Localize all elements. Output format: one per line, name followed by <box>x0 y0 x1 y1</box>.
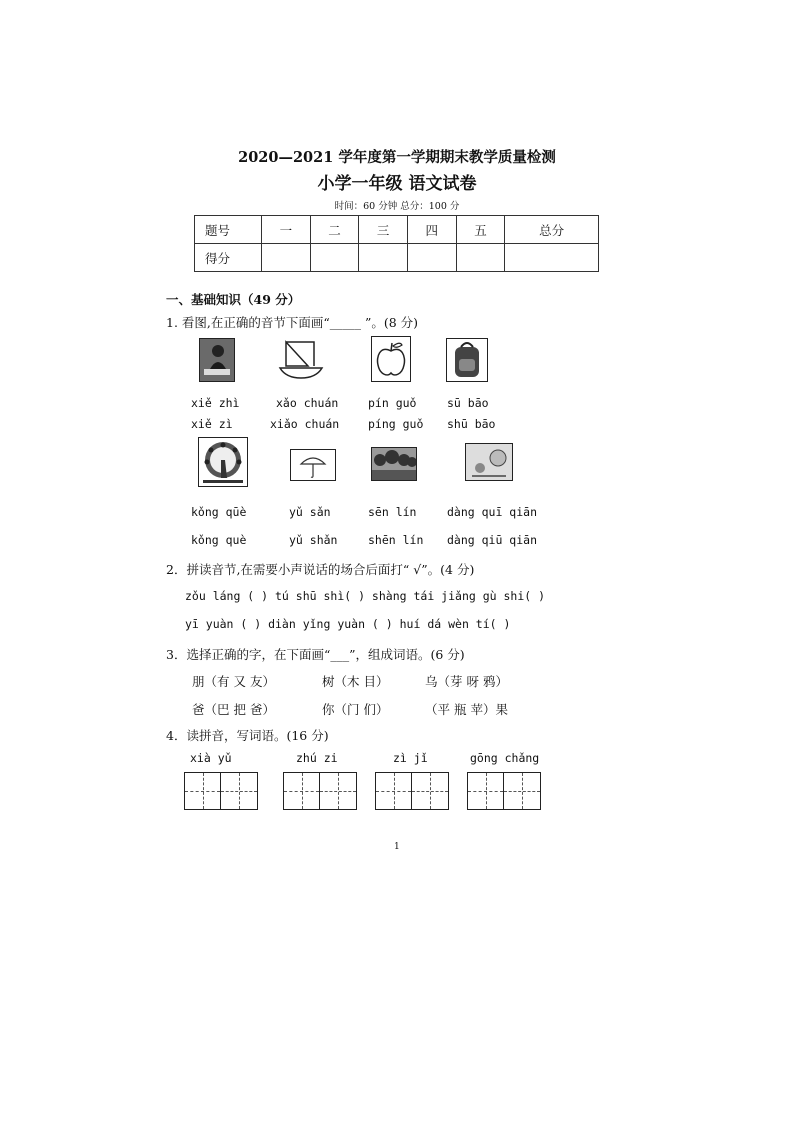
score-header-cell: 题号 <box>195 216 262 244</box>
question-1-text: 1. 看图,在正确的音节下面画“_____ ”。(8 分) <box>166 315 419 330</box>
q2-line[interactable]: yī yuàn ( ) diàn yǐng yuàn ( ) huí dá wèn tí( ) <box>185 617 511 631</box>
writing-cell[interactable] <box>376 773 412 809</box>
pinyin-option[interactable]: sū bāo <box>447 396 489 410</box>
forest-picture <box>371 447 417 481</box>
pinyin-option[interactable]: yǔ shǎn <box>289 533 338 547</box>
score-header-cell: 总分 <box>505 216 599 244</box>
q4-pinyin: zhú zi <box>296 751 338 765</box>
q2-line[interactable]: zǒu láng ( ) tú shū shì( ) shàng tái jiǎng gù shi( ) <box>185 589 546 603</box>
pinyin-option[interactable]: pín guǒ <box>368 396 417 410</box>
pinyin-option[interactable]: dàng quī qiān <box>447 505 538 519</box>
pinyin-option[interactable]: píng guǒ <box>368 417 424 431</box>
exam-subtitle: 小学一年级 语文试卷 <box>317 174 477 194</box>
writing-cell[interactable] <box>504 773 540 809</box>
score-blank-cell[interactable] <box>456 244 505 272</box>
q4-pinyin: gōng chǎng <box>470 751 540 765</box>
score-header-cell: 二 <box>310 216 359 244</box>
pinyin-option[interactable]: sēn lín <box>368 505 417 519</box>
section-title: 一、基础知识（49 分） <box>166 292 301 307</box>
score-header-cell: 四 <box>407 216 456 244</box>
pinyin-option[interactable]: xiě zhì <box>191 396 240 410</box>
score-blank-cell[interactable] <box>359 244 408 272</box>
pinyin-option[interactable]: kǒng què <box>191 533 247 547</box>
q4-pinyin: zì jǐ <box>393 751 428 765</box>
q3-choice[interactable]: 朋（有 又 友） <box>192 674 275 689</box>
writing-cell[interactable] <box>221 773 257 809</box>
q4-pinyin: xià yǔ <box>190 751 232 765</box>
question-2-text: 2．拼读音节,在需要小声说话的场合后面打“ √”。(4 分) <box>166 562 475 577</box>
score-blank-cell[interactable] <box>310 244 359 272</box>
score-blank-cell[interactable] <box>407 244 456 272</box>
score-header-cell: 三 <box>359 216 408 244</box>
score-header-cell: 五 <box>456 216 505 244</box>
exam-title: 2020—2021 学年度第一学期期末教学质量检测 <box>238 149 556 166</box>
swing-picture <box>465 443 513 481</box>
score-table-score-row <box>195 244 599 272</box>
q3-choice[interactable]: （平 瓶 苹）果 <box>425 702 508 717</box>
writing-grid[interactable] <box>467 772 541 810</box>
backpack-picture <box>446 338 488 382</box>
score-blank-cell[interactable] <box>262 244 311 272</box>
page-number: 1 <box>394 842 400 852</box>
pinyin-option[interactable]: xiě zì <box>191 417 233 431</box>
writing-grid[interactable] <box>283 772 357 810</box>
student-writing-picture <box>199 338 235 382</box>
q3-choice[interactable]: 乌（芽 呀 鸦） <box>425 674 508 689</box>
score-blank-cell[interactable] <box>505 244 599 272</box>
score-row-label: 得分 <box>195 244 262 272</box>
writing-cell[interactable] <box>284 773 320 809</box>
sailboat-picture <box>278 338 324 380</box>
writing-cell[interactable] <box>320 773 356 809</box>
pinyin-option[interactable]: xiǎo chuán <box>270 417 340 431</box>
score-table-header-row <box>195 216 599 244</box>
exam-meta: 时间：60 分钟 总分：100 分 <box>334 201 460 212</box>
peacock-picture <box>198 437 248 487</box>
apple-picture <box>371 336 411 382</box>
q3-choice[interactable]: 爸（巴 把 爸） <box>192 702 275 717</box>
question-3-text: 3．选择正确的字，在下面画“___”，组成词语。(6 分) <box>166 647 465 662</box>
writing-cell[interactable] <box>412 773 448 809</box>
q3-choice[interactable]: 树（木 目） <box>322 674 389 689</box>
score-table <box>194 215 599 272</box>
pinyin-option[interactable]: kǒng qūè <box>191 505 247 519</box>
writing-grid[interactable] <box>375 772 449 810</box>
writing-cell[interactable] <box>185 773 221 809</box>
pinyin-option[interactable]: dàng qiū qiān <box>447 533 538 547</box>
pinyin-option[interactable]: shū bāo <box>447 417 496 431</box>
score-header-cell: 一 <box>262 216 311 244</box>
pinyin-option[interactable]: yǔ sǎn <box>289 505 331 519</box>
question-4-text: 4．读拼音，写词语。(16 分) <box>166 728 329 743</box>
q3-choice[interactable]: 你（门 们） <box>322 702 389 717</box>
writing-cell[interactable] <box>468 773 504 809</box>
writing-grid[interactable] <box>184 772 258 810</box>
pinyin-option[interactable]: xǎo chuán <box>276 396 339 410</box>
pinyin-option[interactable]: shēn lín <box>368 533 424 547</box>
umbrella-picture <box>290 449 336 481</box>
